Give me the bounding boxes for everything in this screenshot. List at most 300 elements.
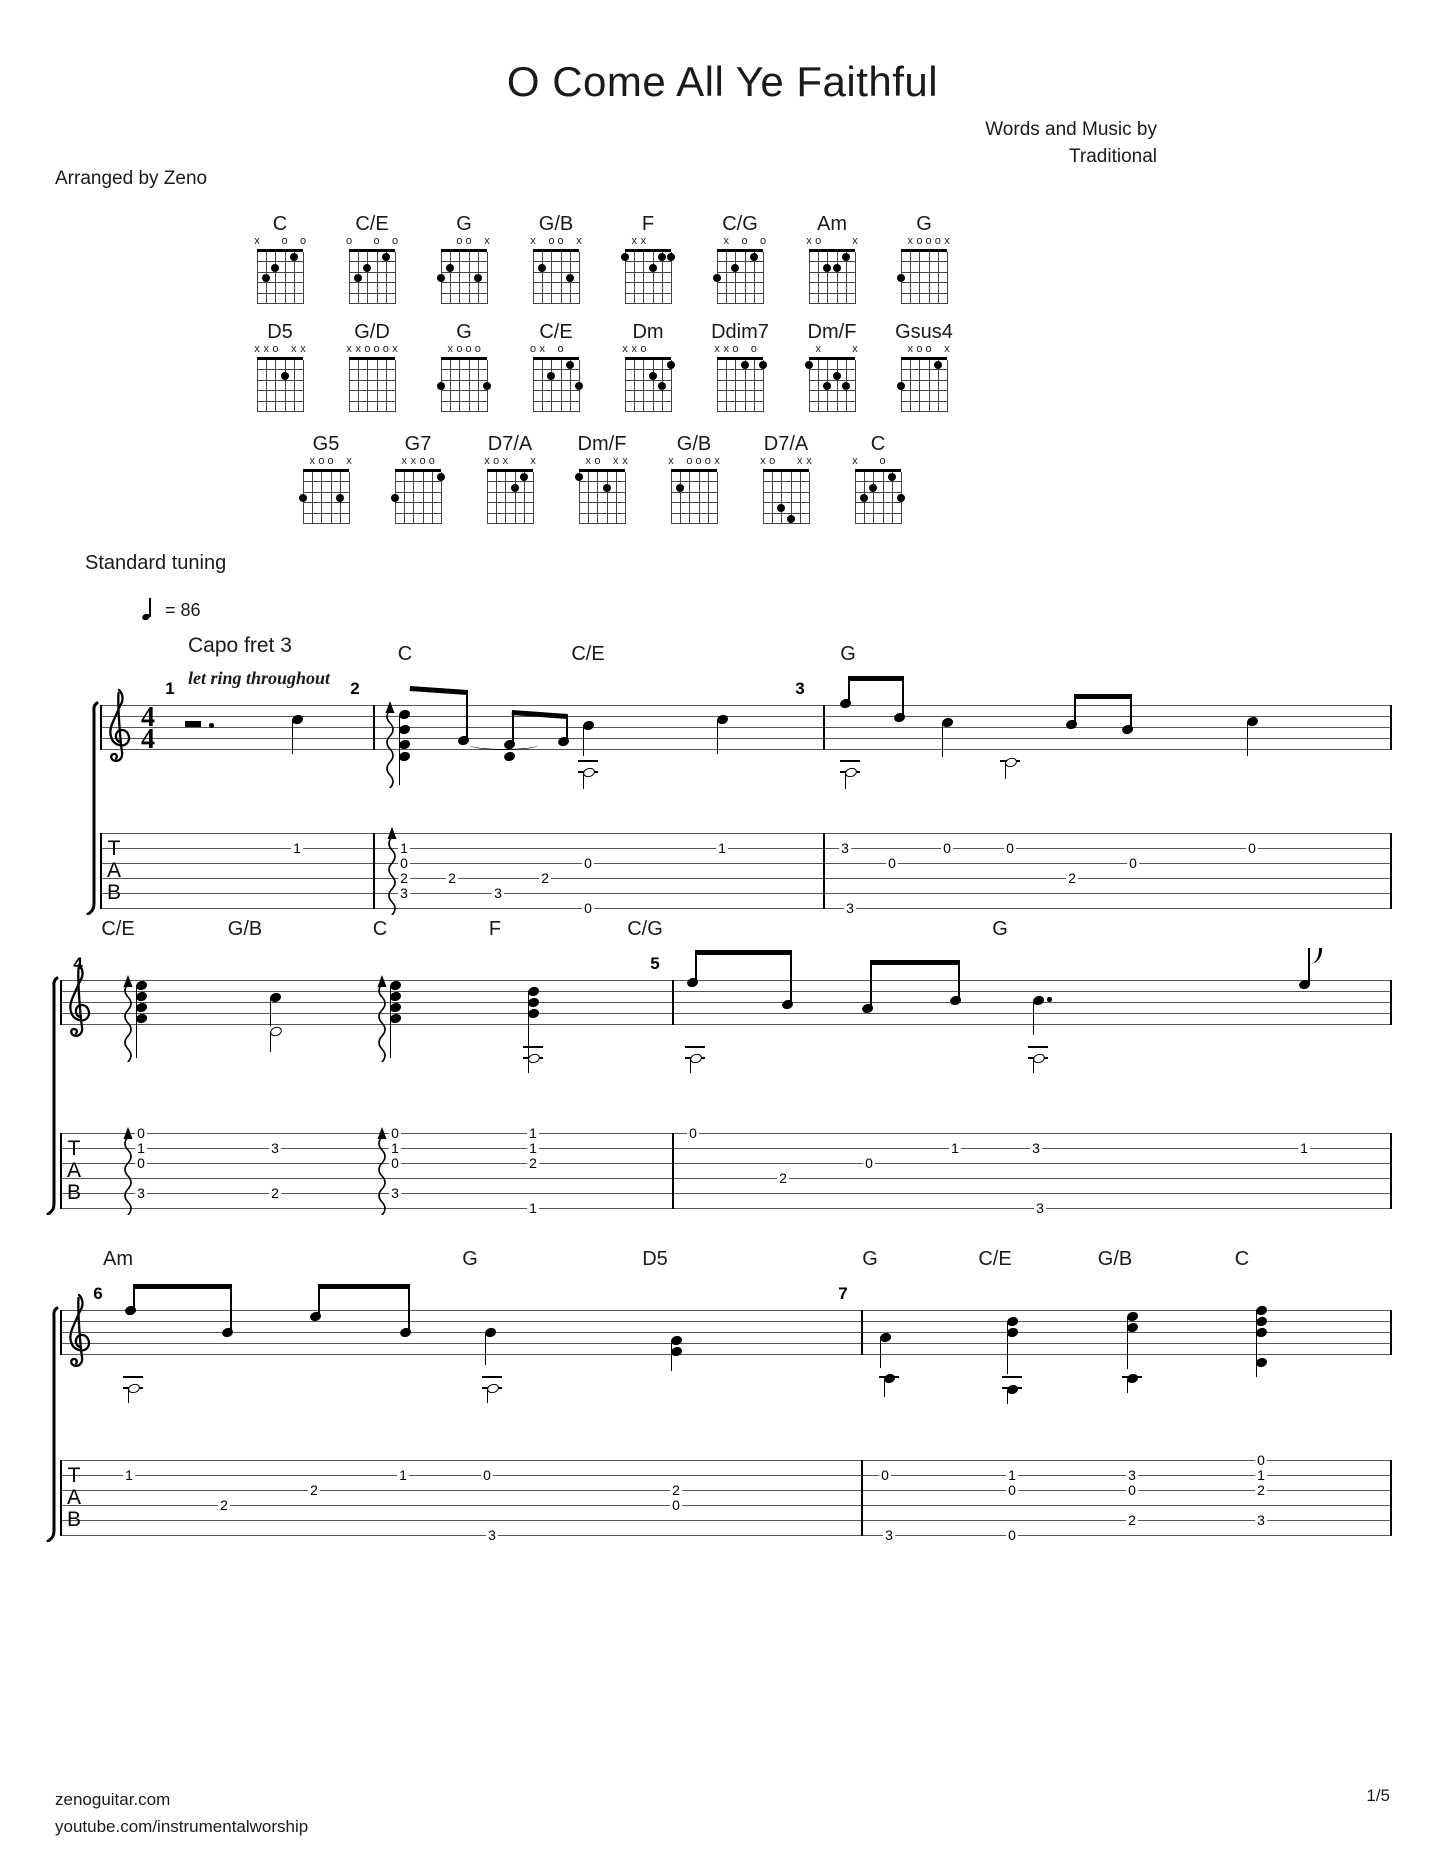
fret-line [717, 303, 763, 304]
tab-line [60, 1148, 1390, 1149]
string-marker-open: o [925, 235, 932, 247]
chord-label: D5 [642, 1248, 668, 1270]
treble-clef-icon [104, 687, 132, 767]
string-line [395, 252, 396, 304]
string-line [478, 360, 479, 412]
string-marker-muted: x [852, 235, 858, 247]
fret-line [441, 272, 487, 273]
string-line [910, 360, 911, 412]
note-stem [671, 1341, 673, 1371]
tab-digit: 3 [1032, 1139, 1040, 1156]
string-line [377, 252, 378, 304]
string-marker-open: o [373, 343, 380, 355]
string-line [588, 472, 589, 524]
chord-nut [349, 249, 395, 252]
chord-name: Dm [632, 321, 664, 343]
note-stem [690, 1059, 692, 1073]
fret-line [533, 369, 579, 370]
fret-line [901, 282, 947, 283]
chord-dot [603, 484, 611, 492]
tab-letter: A [66, 1486, 82, 1509]
fret-line [625, 261, 671, 262]
string-marker-muted: x [613, 455, 619, 467]
chord-dot [566, 361, 574, 369]
note-head [456, 734, 469, 745]
chord-diagram [472, 432, 548, 524]
chord-name: C/E [355, 213, 389, 235]
string-marker-open: o [493, 455, 500, 467]
string-line [855, 472, 856, 524]
tab-digit: 2 [672, 1481, 680, 1498]
chord-dot [336, 494, 344, 502]
string-marker-muted: x [668, 455, 674, 467]
string-marker-muted: x [585, 455, 591, 467]
string-marker-open: o [557, 235, 564, 247]
arranger-credit: Arranged by Zeno [55, 168, 208, 189]
chord-name: F [641, 213, 655, 235]
note-beam [1074, 694, 1132, 699]
chord-nut [809, 249, 855, 252]
string-marker-open: o [529, 343, 537, 355]
note-stem [958, 960, 960, 1000]
fret-line [487, 513, 533, 514]
chord-grid [579, 455, 628, 524]
chord-label: C/E [571, 643, 605, 665]
barline [1390, 705, 1392, 750]
fret-line [533, 401, 579, 402]
fret-line [257, 303, 303, 304]
chord-dot [823, 382, 831, 390]
chord-label: G [462, 1248, 478, 1270]
note-stem [1247, 722, 1249, 756]
note-head [1064, 718, 1077, 729]
fret-line [257, 411, 303, 412]
tab-digit: 3 [488, 1526, 496, 1543]
string-marker-muted: x [622, 343, 628, 355]
tab-digit: 3 [1257, 1511, 1265, 1528]
chord-nut [855, 469, 901, 472]
chord-nut [671, 469, 717, 472]
fret-line [349, 380, 395, 381]
note-head [1120, 723, 1133, 734]
chord-grid [852, 455, 901, 524]
fret-line [625, 380, 671, 381]
string-line [349, 252, 350, 304]
tab-digit: 1 [1008, 1466, 1016, 1483]
string-line [413, 472, 414, 524]
string-marker-muted: x [852, 343, 858, 355]
tab-digit: 1 [529, 1199, 537, 1216]
fret-line [809, 282, 855, 283]
tab-digit: 1 [399, 1466, 407, 1483]
fret-line [717, 369, 763, 370]
fret-line [625, 282, 671, 283]
tab-digit: 0 [391, 1154, 399, 1171]
chord-name: G [456, 321, 472, 343]
fret-line [671, 513, 717, 514]
chord-label: C [372, 918, 388, 940]
string-line [919, 252, 920, 304]
strum-arrow-icon [384, 701, 396, 788]
string-line [643, 252, 644, 304]
string-line [837, 252, 838, 304]
note-stem [1130, 694, 1132, 729]
time-signature-top: 4 [141, 702, 155, 733]
fret-line [395, 523, 441, 524]
fret-line [395, 513, 441, 514]
chord-dot [934, 361, 942, 369]
note-stem [128, 1389, 130, 1403]
barline [1390, 1460, 1392, 1536]
string-line [404, 472, 405, 524]
tab-digit: 1 [1257, 1466, 1265, 1483]
string-line [938, 252, 939, 304]
tab-digit: 2 [220, 1496, 228, 1513]
note-stem [870, 960, 872, 1008]
note-head [892, 711, 905, 722]
string-line [423, 472, 424, 524]
fret-line [763, 481, 809, 482]
chord-name: C [272, 213, 288, 235]
chord-diagram [886, 212, 962, 304]
tab-digit: 1 [400, 839, 408, 856]
tab-line [100, 893, 1390, 894]
string-line [634, 360, 635, 412]
tab-digit: 0 [483, 1466, 491, 1483]
tab-digit: 3 [885, 1526, 893, 1543]
fret-line [717, 293, 763, 294]
note-stem [884, 1379, 886, 1397]
barline [60, 1310, 62, 1355]
chord-dot [667, 253, 675, 261]
tab-digit: 3 [271, 1139, 279, 1156]
tab-digit: 3 [137, 1184, 145, 1201]
string-marker-muted: x [631, 235, 637, 247]
chord-dot [842, 253, 850, 261]
augmentation-dot [1047, 997, 1052, 1002]
fret-line [579, 513, 625, 514]
string-marker-open: o [456, 343, 463, 355]
string-line [680, 472, 681, 524]
chord-nut [625, 249, 671, 252]
string-marker-muted: x [576, 235, 582, 247]
note-head [502, 750, 515, 761]
chord-dot [649, 264, 657, 272]
strum-arrow-icon [386, 827, 398, 915]
string-line [818, 252, 819, 304]
tab-line [60, 1490, 1390, 1491]
note-stem [230, 1284, 232, 1332]
string-line [634, 252, 635, 304]
strum-arrow-icon [376, 1127, 388, 1215]
string-line [837, 360, 838, 412]
note-beam [410, 686, 468, 695]
chord-dot [566, 274, 574, 282]
chord-dot [575, 382, 583, 390]
chord-name: G5 [312, 433, 340, 455]
chord-diagram [334, 212, 410, 304]
ledger-line [578, 760, 598, 762]
note-beam [848, 676, 904, 681]
fret-line [349, 411, 395, 412]
fret-line [303, 502, 349, 503]
chord-diagram [610, 212, 686, 304]
fret-line [901, 261, 947, 262]
barline [60, 1460, 62, 1536]
chord-dot [676, 484, 684, 492]
fret-line [441, 303, 487, 304]
ledger-line [1028, 1046, 1048, 1048]
string-line [625, 360, 626, 412]
measure-number: 1 [165, 679, 175, 698]
chord-diagram [702, 212, 778, 304]
chord-dot [759, 361, 767, 369]
string-line [689, 472, 690, 524]
staff-line [100, 749, 1390, 750]
credits [985, 116, 1157, 170]
tab-digit: 0 [584, 899, 592, 916]
fret-line [533, 411, 579, 412]
chord-dot [741, 361, 749, 369]
fret-line [303, 492, 349, 493]
chord-dot [805, 361, 813, 369]
string-line [726, 360, 727, 412]
tab-digit: 0 [1128, 1481, 1136, 1498]
string-line [910, 252, 911, 304]
barline [100, 705, 102, 750]
chord-grid [441, 343, 487, 412]
tab-digit: 1 [125, 1466, 133, 1483]
chord-grid [806, 235, 858, 304]
chord-dot [354, 274, 362, 282]
string-line [285, 252, 286, 304]
string-marker-muted: x [714, 343, 720, 355]
string-line [745, 252, 746, 304]
string-marker-open: o [456, 235, 463, 247]
system-brace [44, 1306, 60, 1542]
chord-name: G [456, 213, 472, 235]
fret-line [441, 390, 487, 391]
tuning-label: Standard tuning [85, 552, 227, 574]
string-marker-open: o [281, 235, 288, 247]
fret-line [395, 502, 441, 503]
string-line [827, 252, 828, 304]
string-marker-muted: x [806, 235, 812, 247]
string-marker-muted: x [254, 343, 260, 355]
note-stem [408, 1284, 410, 1332]
barline [672, 1133, 674, 1209]
note-stem [1005, 763, 1007, 779]
string-marker-muted: x [944, 235, 950, 247]
chord-label: G [840, 643, 856, 665]
fret-line [395, 481, 441, 482]
fret-line [533, 380, 579, 381]
strum-arrow-icon [122, 975, 134, 1062]
footer-links [55, 1786, 308, 1840]
fret-line [809, 293, 855, 294]
note-head [838, 697, 851, 708]
chord-label: G/B [1097, 1248, 1133, 1270]
note-beam [318, 1284, 410, 1289]
chord-name: Gsus4 [895, 321, 953, 343]
barline [823, 833, 825, 909]
string-line [947, 360, 948, 412]
string-line [432, 472, 433, 524]
chord-dot [520, 473, 528, 481]
string-marker-muted: x [723, 235, 729, 247]
tab-digit: 1 [391, 1139, 399, 1156]
string-marker-muted: x [447, 343, 453, 355]
string-marker-open: o [548, 235, 555, 247]
string-line [275, 252, 276, 304]
string-marker-open: o [318, 455, 325, 467]
chord-diagram [748, 432, 824, 524]
string-line [294, 360, 295, 412]
fret-line [395, 492, 441, 493]
note-stem [790, 950, 792, 1004]
note-beam [695, 950, 792, 955]
string-line [653, 360, 654, 412]
fret-line [441, 380, 487, 381]
tab-digit: 0 [1008, 1481, 1016, 1498]
fret-line [579, 492, 625, 493]
chord-dot [437, 473, 445, 481]
fret-line [533, 303, 579, 304]
tab-digit: 0 [1129, 854, 1137, 871]
rest-dot [209, 723, 214, 728]
barline [373, 833, 375, 909]
chord-dot [382, 253, 390, 261]
strum-arrow-icon [122, 1127, 134, 1215]
fret-line [349, 401, 395, 402]
fret-line [257, 272, 303, 273]
tab-line [60, 1208, 1390, 1209]
chord-dot [511, 484, 519, 492]
string-line [607, 472, 608, 524]
let-ring-text: let ring throughout [188, 668, 331, 688]
tab-digit: 3 [391, 1184, 399, 1201]
string-line [781, 472, 782, 524]
note-head [948, 994, 961, 1005]
string-line [726, 252, 727, 304]
string-marker-muted: x [355, 343, 361, 355]
string-marker-muted: x [392, 343, 398, 355]
fret-line [855, 492, 901, 493]
chord-diagram [610, 320, 686, 412]
chord-name: Dm/F [807, 321, 857, 343]
string-line [919, 360, 920, 412]
half-rest [185, 721, 201, 727]
note-head [398, 1326, 411, 1337]
string-line [763, 252, 764, 304]
string-marker-muted: x [714, 455, 720, 467]
chord-name: C/G [722, 213, 758, 235]
string-line [717, 360, 718, 412]
string-line [772, 472, 773, 524]
tab-digit: 1 [1300, 1139, 1308, 1156]
note-stem [1127, 1379, 1129, 1393]
tempo-value: = 86 [165, 600, 201, 620]
note-beam [133, 1284, 232, 1289]
fret-line [487, 481, 533, 482]
tab-line [100, 908, 1390, 909]
tab-digit: 0 [1257, 1451, 1265, 1468]
chord-dot [271, 264, 279, 272]
tab-digit: 2 [448, 869, 456, 886]
string-line [671, 472, 672, 524]
chord-dot [713, 274, 721, 282]
chord-nut [625, 357, 671, 360]
chord-grid [717, 235, 767, 304]
string-marker-open: o [373, 235, 380, 247]
string-line [561, 360, 562, 412]
fret-line [717, 380, 763, 381]
fret-line [763, 502, 809, 503]
string-line [395, 360, 396, 412]
barline [60, 980, 62, 1025]
fret-line [257, 293, 303, 294]
chord-grid [254, 235, 307, 304]
note-stem [528, 1059, 530, 1073]
tab-letter: A [106, 859, 122, 882]
string-line [818, 360, 819, 412]
fret-line [533, 390, 579, 391]
string-line [699, 472, 700, 524]
quarter-note-icon [142, 596, 156, 620]
tab-digit: 2 [541, 869, 549, 886]
fret-line [349, 282, 395, 283]
chord-nut [303, 469, 349, 472]
string-line [496, 472, 497, 524]
tab-line [60, 1178, 1390, 1179]
page-number: 1/5 [1366, 1786, 1390, 1805]
string-marker-open: o [925, 343, 932, 355]
fret-line [901, 401, 947, 402]
staff-line [60, 1024, 1390, 1025]
string-line [505, 472, 506, 524]
string-marker-open: o [465, 235, 472, 247]
chord-name: C/E [539, 321, 573, 343]
tab-digit: 0 [391, 1124, 399, 1141]
ledger-line [482, 1376, 502, 1378]
note-stem [1033, 1001, 1035, 1035]
fret-line [809, 411, 855, 412]
barline [1390, 1310, 1392, 1355]
string-line [487, 252, 488, 304]
string-line [597, 472, 598, 524]
chord-grid [760, 455, 812, 524]
chord-nut [487, 469, 533, 472]
note-stem [902, 676, 904, 717]
string-marker-open: o [704, 455, 711, 467]
string-line [285, 360, 286, 412]
barline [672, 980, 674, 1025]
tab-digit: 0 [943, 839, 951, 856]
chord-label: Am [103, 1248, 133, 1270]
chord-label: C/E [978, 1248, 1012, 1270]
fret-line [717, 401, 763, 402]
chord-dot [391, 494, 399, 502]
string-line [947, 252, 948, 304]
chord-dot [860, 494, 868, 502]
tab-line [60, 1535, 1390, 1536]
fret-line [671, 492, 717, 493]
string-line [653, 252, 654, 304]
string-marker-open: o [750, 343, 757, 355]
staff-line [60, 1354, 1390, 1355]
string-line [459, 252, 460, 304]
note-head [220, 1326, 233, 1337]
